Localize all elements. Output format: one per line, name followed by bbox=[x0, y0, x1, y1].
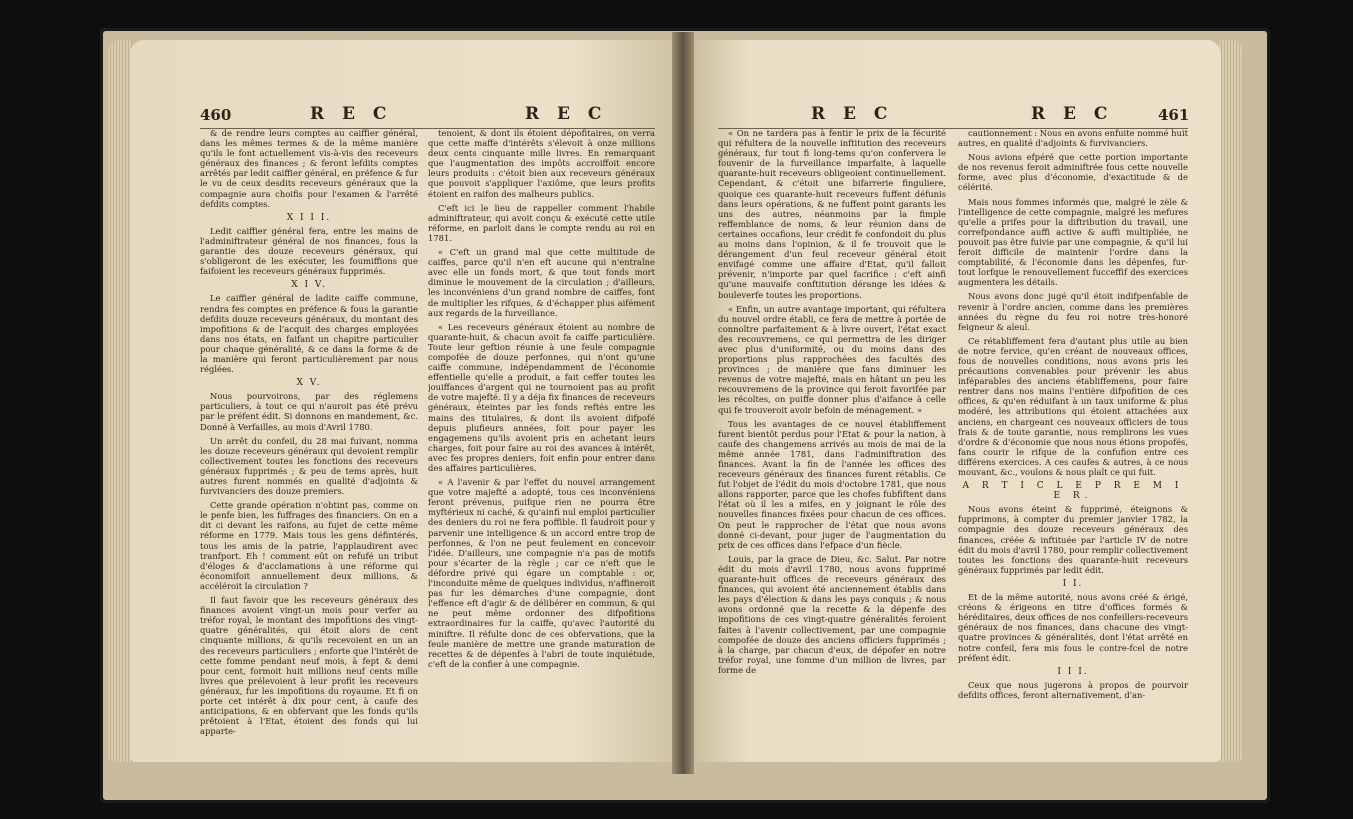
paragraph: Ledit caiffier général fera, entre les mains de l'adminiftrateur général de nos finances, fous la garantie des douze receveurs généraux, qui s'obligeront de les exécuter, les foumiffions que faifoient les receveurs généraux fupprimés. bbox=[200, 225, 418, 277]
paragraph: Nous avons éteint & fupprimé, éteignons & fupprimons, à compter du premier janvier 1782, la compagnie des douze receveurs généraux des finances, créée & inftituée par l'article IV de notre édit du mois d'avril 1780, pour remplir collectivement toutes les fonctions des quarante-huit receveurs généraux fupprimés par ledit édit. bbox=[958, 504, 1188, 575]
left-page bbox=[130, 40, 680, 762]
section-heading: X I I I. bbox=[286, 212, 332, 223]
running-head-left-col2: R E C bbox=[525, 104, 608, 124]
paragraph: C'eft ici le lieu de rappeller comment l'habile adminiftrateur, qui avoit conçu & exécuté cette utile réforme, en parloit dans le compte rendu au roi en 1781. bbox=[428, 202, 655, 243]
right-page-edges bbox=[1219, 40, 1243, 762]
paragraph: « On ne tardera pas à fentir le prix de la fécurité qui réfultera de la nouvelle inftitution des receveurs généraux, fur tout fi long-tems qu'on confervera le fouvenir de la furveillance imparfaite, à laquelle quarante-huit receveurs obligeoient continuellement. Cependant, & c'étoit une bifarrerie finguliere, quoique ces quarante-huit receveurs fuffent défunis dans leurs opérations, & ne fuffent point garants les uns des autres, néanmoins par la fimple reffemblance de noms, & leur réunion dans de certaines occafions, leur crédit fe confondoit du plus au moins dans l'opinion, & il fe trouvoit que le dérangement d'un feul receveur général étoit envifagé comme une affaire d'Etat, qu'il falloit prévenir, n'importe par quel facrifice : c'eft ainfi qu'une mauvaife conftitution dérange les idées & bouleverfe toutes les proportions. bbox=[718, 128, 946, 300]
paragraph: « A l'avenir & par l'effet du nouvel arrangement que votre majefté a adopté, tous ces inconvéniens feront prévenus, puifque rien ne pourra être myftérieux ni caché, & qu'ainfi nul emploi particulier des deniers du roi ne fera poffible. Il faudroit pour y parvenir une intelligence & un accord entre trop de perfonnes, & l'on ne peut feulement en concevoir l'idée. D'ailleurs, une compagnie n'a pas de motifs pour s'écarter de la règle ; car ce n'eft que le défordre privé qui égare un comptable : or, l'inconduite même de quelques individus, n'affineroit pas fur les démarches d'une compagnie, dont l'effence eft d'agir & de délibérer en commun, & qui ne peut même ordonner des difpofitions extraordinaires fur la caiffe, qu'avec l'autorité du miniftre. Il réfulte donc de ces obfervations, que la feule manière de mettre une grande maturation de recettes & de dépenfes à l'abri de toute inquiétude, c'eft de la confier à une compagnie. bbox=[428, 477, 655, 669]
paragraph: & de rendre leurs comptes au caiffier général, dans les mêmes termes & de la même manière qu'ils le font actuellement vis-à-vis des receveurs généraux des finances ; & feront lefdits comptes arrêtés par ledit caiffier général, en préfence & fur le vu de ceux desdits receveurs généraux que la compagnie aura choifis pour l'examen & l'arrêté defdits comptes. bbox=[200, 128, 418, 209]
section-heading: I I. bbox=[1062, 578, 1084, 589]
section-heading: X V. bbox=[296, 378, 322, 389]
right-column-2 bbox=[958, 128, 1188, 704]
paragraph: Et de la même autorité, nous avons créé & érigé, créons & érigeons en titre d'offices formés & héréditaires, deux offices de nos confeillers-receveurs généraux de nos finances, dans chacune des vingt-quatre provinces & généralités, dont l'état arrêté en notre confeil, fera mis fous le contre-fcel de notre préfent édit. bbox=[958, 592, 1188, 663]
right-page bbox=[686, 40, 1221, 762]
paragraph: Cette grande opération n'obtint pas, comme on le penfe bien, les fuffrages des financiers. On en a dit ci devant les raifons, au fujet de cette même réforme en 1779. Mais tous les gens défintérés, tous les amis de la patrie, l'applaudirent avec tranfport. Eh ! comment eût on refufé un tribut d'éloges & d'acclamations à une réforme qui économifoit annuellement deux millions, & accéléroit la circulation ? bbox=[200, 500, 418, 591]
paragraph: cautionnement : Nous en avons enfuite nommé huit autres, en qualité d'adjoints & furvivanciers. bbox=[958, 128, 1188, 149]
page-number-left: 460 bbox=[200, 106, 232, 124]
left-page-edges bbox=[108, 40, 132, 762]
paragraph: Nous avions efpéré que cette portion importante de nos revenus feroit adminiftrée fous cette nouvelle forme, avec plus d'économie, d'exactitude & de célérité. bbox=[958, 152, 1188, 193]
page-number-right: 461 bbox=[1158, 106, 1190, 124]
paragraph: Nous avons donc jugé qu'il étoit indifpenfable de revenir à l'ordre ancien, comme dans les premières années du règne du feu roi notre très-honoré feigneur & aïeul. bbox=[958, 291, 1188, 332]
paragraph: Ce rétabliffement fera d'autant plus utile au bien de notre fervice, qu'en créant de nouveaux offices, fous de nouvelles conditions, nous avons pris les précautions convenables pour prévenir les abus inféparables des anciens établiffemens, pour faire rentrer dans nos mains l'entière difpofition de ces offices, & qu'en réduifant à un taux uniforme & plus modéré, les attributions qui étoient attachées aux anciens, en chargeant ces nouveaux officiers de tous frais & de toute garantie, nous remplirons les vues d'ordre & d'économie que nous nous étions propofés, fans courir le rifque de la confufion entre ces différens exercices. A ces caufes & autres, à ce nous mouvant, &c., voulons & nous plaît ce qui fuit. bbox=[958, 335, 1188, 477]
paragraph: Le caiffier général de ladite caiffe commune, rendra fes comptes en préfence & fous la garantie defdits douze receveurs généraux, du montant des impofitions & de l'acquit des charges employées dans nos états, en faifant un chapitre particulier pour chaque généralité, & ce dans la forme & de la manière qui feront particulièrement par nous réglées. bbox=[200, 293, 418, 375]
section-heading: X I V. bbox=[291, 280, 327, 291]
paragraph: Nous pourvoirons, par des réglemens particuliers, à tout ce qui n'auroit pas été prévu par le préfent édit. Si donnons en mandement, &c. Donné à Verfailles, au mois d'Avril 1780. bbox=[200, 391, 418, 432]
paragraph: « Les receveurs généraux étoient au nombre de quarante-huit, & chacun avoit fa caiffe particulière. Toute leur geftion réunie à une feule compagnie compofée de douze perfonnes, qui n'ont qu'une caiffe commune, indépendamment de l'économie effentielle qu'elle a produit, a fait ceffer toutes les jouiffances d'argent qui ne tournoient pas au profit de votre majefté. Il y a déja fix finances de receveurs généraux, éteintes par les fonds reftés entre les mains des titulaires, & dont ils avoient difpofé depuis plufieurs années, foit pour payer les engagemens qu'ils avoient pris en achetant leurs charges, foit pour faire au roi des avances à intérêt, avec fes propres deniers, foit enfin pour entrer dans des affaires particulières. bbox=[428, 321, 655, 473]
paragraph: Il faut favoir que les receveurs généraux des finances avoient vingt-un mois pour verfer au tréfor royal, le montant des impofitions des vingt-quatre généralités, qui étoit alors de cent cinquante millions, & qu'ils recevoient en un an des receveurs particuliers ; enforte que l'intérêt de cette fomme pendant neuf mois, à fept & demi pour cent, formoit huit millions neuf cents mille livres que prélevoient à leur profit les receveurs généraux, fur les impofitions du royaume. Et fi on porte cet intérêt à dix pour cent, à caufe des anticipations, & en obfervant que les fonds qu'ils prêtoient à l'Etat, étoient des fonds qui lui apparte- bbox=[200, 595, 418, 737]
section-heading: I I I. bbox=[1057, 666, 1089, 677]
book-gutter bbox=[672, 32, 694, 774]
paragraph: tenoient, & dont ils étoient dépofitaires, on verra que cette maffe d'intérêts s'élevoit à onze millions deux cents cinquante mille livres. En remarquant que l'augmentation des impôts accroiffoit encore leurs produits : c'étoit bien aux receveurs généraux que pouvoit s'appliquer l'axiôme, que leurs profits étoient en raifon des malheurs publics. bbox=[428, 128, 655, 199]
paragraph: Louis, par la grace de Dieu, &c. Salut. Par notre édit du mois d'avril 1780, nous avons fupprimé quarante-huit offices de receveurs généraux des finances, qui avoient été anciennement établis dans les pays d'élection & dans les pays conquis ; & nous avons ordonné que la recette & la dépenfe des impofitions de ces vingt-quatre généralités feroient faites à l'avenir collectivement, par une compagnie compofée de douze des anciens officiers fupprimés ; à la charge, par chacun d'eux, de dépofer en notre tréfor royal, une fomme d'un million de livres, par forme de bbox=[718, 553, 946, 675]
paragraph: Tous les avantages de ce nouvel établiffement furent bientôt perdus pour l'Etat & pour la nation, à caufe des changemens arrivés au mois de mai de la même année 1781, dans l'adminiftration des finances. Avant la fin de l'année les offices des receveurs généraux des finances furent rétablis. Ce fut l'objet de l'édit du mois d'octobre 1781, que nous allons rapporter, parce que les chofes fubfiftent dans l'état où il les a mifes, en y joignant le rôle des nouvelles finances fixées pour chacun de ces offices. On peut le rapprocher de l'état que nous avons donné ci-devant, pour juger de l'augmentation du prix de ces offices dans l'efpace d'un fiècle. bbox=[718, 418, 946, 550]
left-column-2 bbox=[428, 128, 655, 673]
paragraph: « C'eft un grand mal que cette multitude de caiffes, parce qu'il n'en eft aucune qui n'entraîne avec elle un fonds mort, & que tout fonds mort diminue le mouvement de la circulation ; d'ailleurs, les inconvéniens d'un grand nombre de caiffes, font de multiplier les rifques, & d'échapper plus aifément aux regards de la furveillance. bbox=[428, 247, 655, 318]
paragraph: Ceux que nous jugerons à propos de pourvoir defdits offices, feront alternativement, d'an- bbox=[958, 679, 1188, 700]
running-head-right-col1: R E C bbox=[811, 104, 894, 124]
right-column-1 bbox=[718, 128, 946, 679]
running-head-right-col2: R E C bbox=[1031, 104, 1114, 124]
paragraph: Mais nous fommes informés que, malgré le zèle & l'intelligence de cette compagnie, malgré les mefures qu'elle a prifes pour la diftribution du travail, une correfpondance auffi active & auffi multipliée, ne pouvoit pas être fuivie par une compagnie, & qu'il lui feroit difficile de maintenir l'ordre dans la comptabilité, & l'économie dans les dépenfes, fur-tout lorfque le renouvellement fucceffif des exercices augmentera les détails. bbox=[958, 196, 1188, 288]
left-column-1 bbox=[200, 128, 418, 740]
section-heading: A R T I C L E P R E M I E R. bbox=[962, 481, 1184, 502]
paragraph: Un arrêt du confeil, du 28 mai fuivant, nomma les douze receveurs généraux qui devoient remplir collectivement toutes les fonctions des receveurs généraux fupprimés ; & peu de tems après, huit autres furent nommés en qualité d'adjoints & furvivanciers des douze premiers. bbox=[200, 435, 418, 497]
paragraph: « Enfin, un autre avantage important, qui réfultera du nouvel ordre établi, ce fera de mettre à portée de connoître parfaitement & à livre ouvert, l'état exact des recouvremens, ce qui permettra de les diriger avec plus d'uniformité, ou du moins dans des proportions plus rapprochées des facultés des provinces ; de manière que fans diminuer les revenus de votre majefté, mais en hâtant un peu les recouvremens de la province qui feroit favorifée par les récoltes, on puiffe donner plus d'aifance à celle qui fe trouveroit avoir befoin de ménagement. » bbox=[718, 303, 946, 415]
running-head-left-col1: R E C bbox=[310, 104, 393, 124]
